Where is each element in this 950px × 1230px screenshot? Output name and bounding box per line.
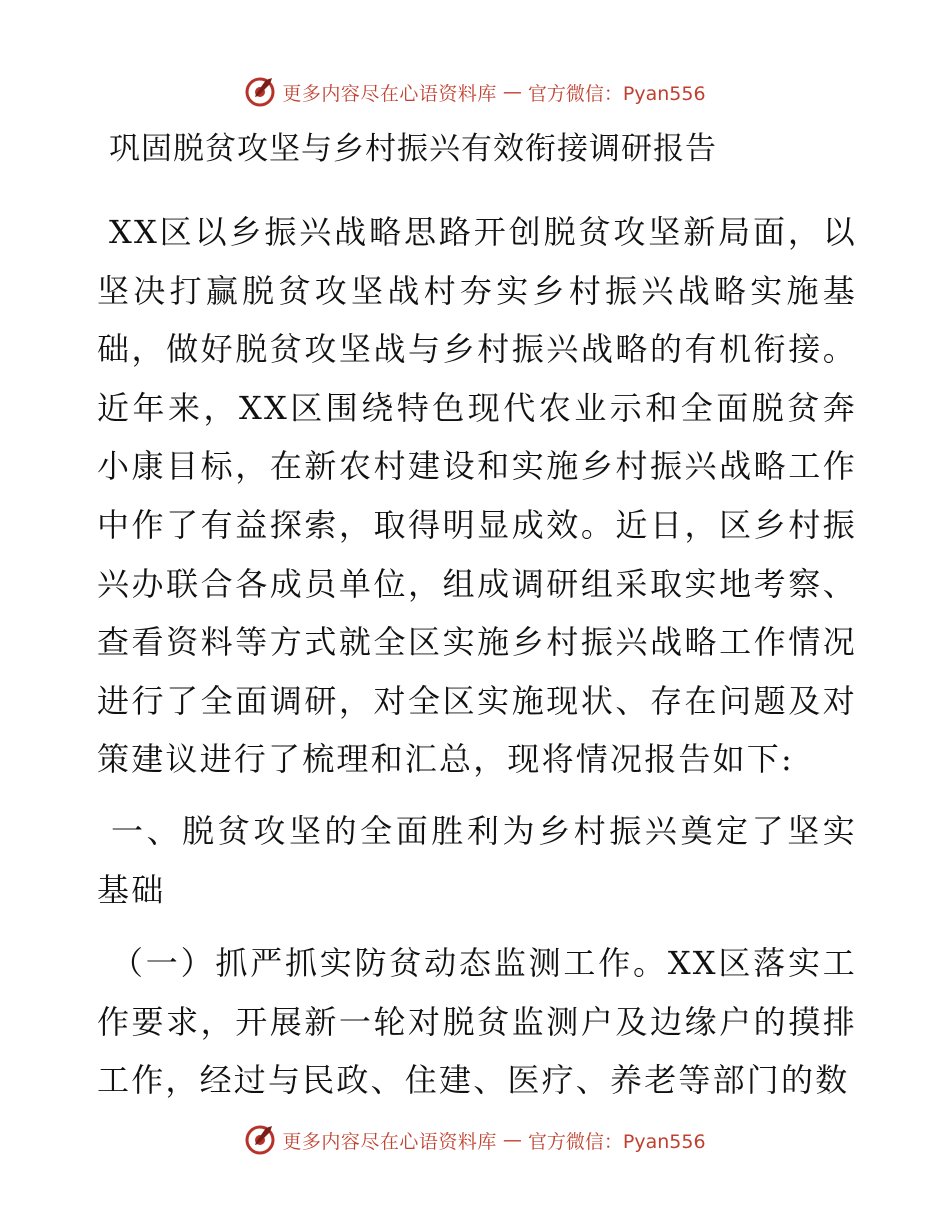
- section-heading: 一、脱贫攻坚的全面胜利为乡村振兴奠定了坚实基础: [97, 811, 857, 909]
- intro-paragraph: XX区以乡振兴战略思路开创脱贫攻坚新局面，以坚决打赢脱贫攻坚战村夯实乡村振兴战略实施基础，做好脱贫攻坚战与乡村振兴战略的有机衔接。近年来，XX区围绕特色现代农业示和全面脱贫奔小康目标，在新农村建设和实施乡村振兴战略工作中作了有益探索，取得明显成效。近日，区乡村振兴办联合各成员单位，组成调研组采取实地考察、查看资料等方式就全区实施乡村振兴战略工作情况进行了全面调研，对全区实施现状、存在问题及对策建议进行了梳理和汇总，现将情况报告如下:: [97, 213, 857, 779]
- watermark-contact: 官方微信：Pyan556: [527, 82, 706, 105]
- header-watermark: [0, 72, 950, 112]
- document-title: 巩固脱贫攻坚与乡村振兴有效衔接调研报告: [109, 131, 717, 167]
- pen-logo-icon: [244, 76, 276, 108]
- document-body: [97, 122, 857, 1110]
- watermark-separator: —: [502, 81, 522, 103]
- watermark-text: 更多内容尽在心语资料库: [282, 82, 497, 105]
- watermark-separator: —: [502, 1129, 522, 1151]
- footer-watermark: [0, 1120, 950, 1160]
- subsection-paragraph: （一）抓严抓实防贫动态监测工作。XX区落实工作要求，开展新一轮对脱贫监测户及边缘户的摸排工作，经过与民政、住建、医疗、养老等部门的数: [97, 944, 857, 1100]
- watermark-text: 更多内容尽在心语资料库: [282, 1130, 497, 1153]
- pen-logo-icon: [244, 1124, 276, 1156]
- watermark-contact: 官方微信：Pyan556: [527, 1130, 706, 1153]
